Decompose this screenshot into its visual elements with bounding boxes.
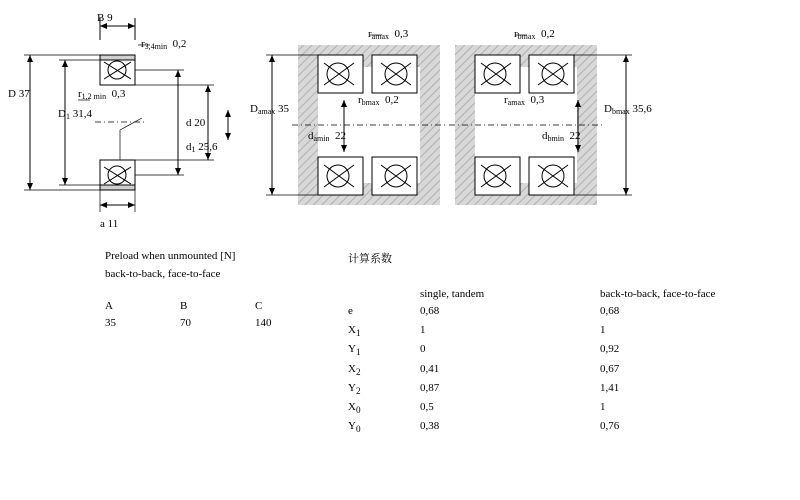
preload-col-B: B [180,300,188,312]
table-row [348,324,715,343]
middle-bearing-arrangement [266,35,446,205]
factors-table [348,250,715,439]
table-row [348,382,715,401]
factor-symbol-X2: $X_2$ [348,362,361,377]
factors-col-single: single, tandem [420,288,485,300]
factor-symbol-e: e [348,305,353,317]
label-B: B 9 [97,12,113,24]
label-rbmax: $r_{bmax}$ 0,2 [358,94,399,107]
factor-single-X1: 1 [420,324,426,337]
label-ramax: $r_{amax}$ 0,3 [504,94,545,107]
factors-values-table [348,288,715,439]
preload-table [105,250,330,334]
factor-symbol-X0: $X_0$ [348,400,361,416]
table-row [348,363,715,382]
factor-single-e: 0,68 [420,305,440,317]
factor-btb-e: 0,68 [600,305,620,317]
label-D: D 37 [8,88,30,100]
table-row [348,343,715,362]
factor-btb-Y1: 0,92 [600,343,620,356]
factors-col-symbol [348,288,420,305]
preload-val-B: 70 [180,317,191,329]
factor-single-X0: 0,5 [420,400,434,413]
table-row [348,401,715,420]
label-Dbmax: $D_{bmax}$ 35,6 [604,103,652,116]
preload-val-A: 35 [105,317,116,329]
factor-single-Y2: 0,87 [420,381,440,394]
label-r12min: $r_{1,2 min}$ 0,3 [78,88,126,101]
factors-col-btb: back-to-back, face-to-face [600,288,716,300]
table-row [348,420,715,439]
preload-col-C: C [255,300,263,312]
factor-symbol-Y2: $Y_2$ [348,381,361,396]
label-D1: $D_1$ 31,4 [58,108,92,121]
factor-btb-X1: 1 [600,324,606,337]
label-r34min: $r_{3,4min}$ 0,2 [141,38,187,51]
factor-btb-X2: 0,67 [600,362,620,375]
factor-single-X2: 0,41 [420,362,440,375]
table-row-headers [105,300,330,317]
label-ramax-top: $r_{amax}$ 0,3 [368,28,409,41]
table-row [348,305,715,324]
preload-subtitle: back-to-back, face-to-face [105,268,221,280]
label-dbmin: $d_{bmin}$ 22 [542,130,581,143]
factor-btb-Y0: 0,76 [600,420,620,433]
factor-symbol-Y0: $Y_0$ [348,420,361,435]
label-d: d 20 [186,117,206,129]
factor-symbol-Y1: $Y_1$ [348,343,361,358]
right-bearing-arrangement [449,35,632,205]
factor-btb-X0: 1 [600,400,606,413]
factor-btb-Y2: 1,41 [600,381,620,394]
factor-symbol-X1: $X_1$ [348,324,361,339]
preload-val-C: 140 [255,317,272,329]
table-row-values [105,317,330,334]
label-a: a 11 [100,218,119,230]
factor-single-Y1: 0 [420,343,426,356]
preload-values-table [105,300,330,334]
label-rbmax-top: $r_{bmax}$ 0,2 [514,28,555,41]
label-Damax: $D_{amax}$ 35 [250,103,290,116]
label-d1: $d_1$ 25,6 [186,141,218,154]
label-damin: $d_{amin}$ 22 [308,130,346,143]
table-row-headers [348,288,715,305]
factor-single-Y0: 0,38 [420,420,440,433]
left-bearing-section [24,18,228,212]
preload-title: Preload when unmounted [N] [105,250,236,262]
factors-title: 计算系数 [348,252,392,265]
preload-col-A: A [105,300,113,312]
